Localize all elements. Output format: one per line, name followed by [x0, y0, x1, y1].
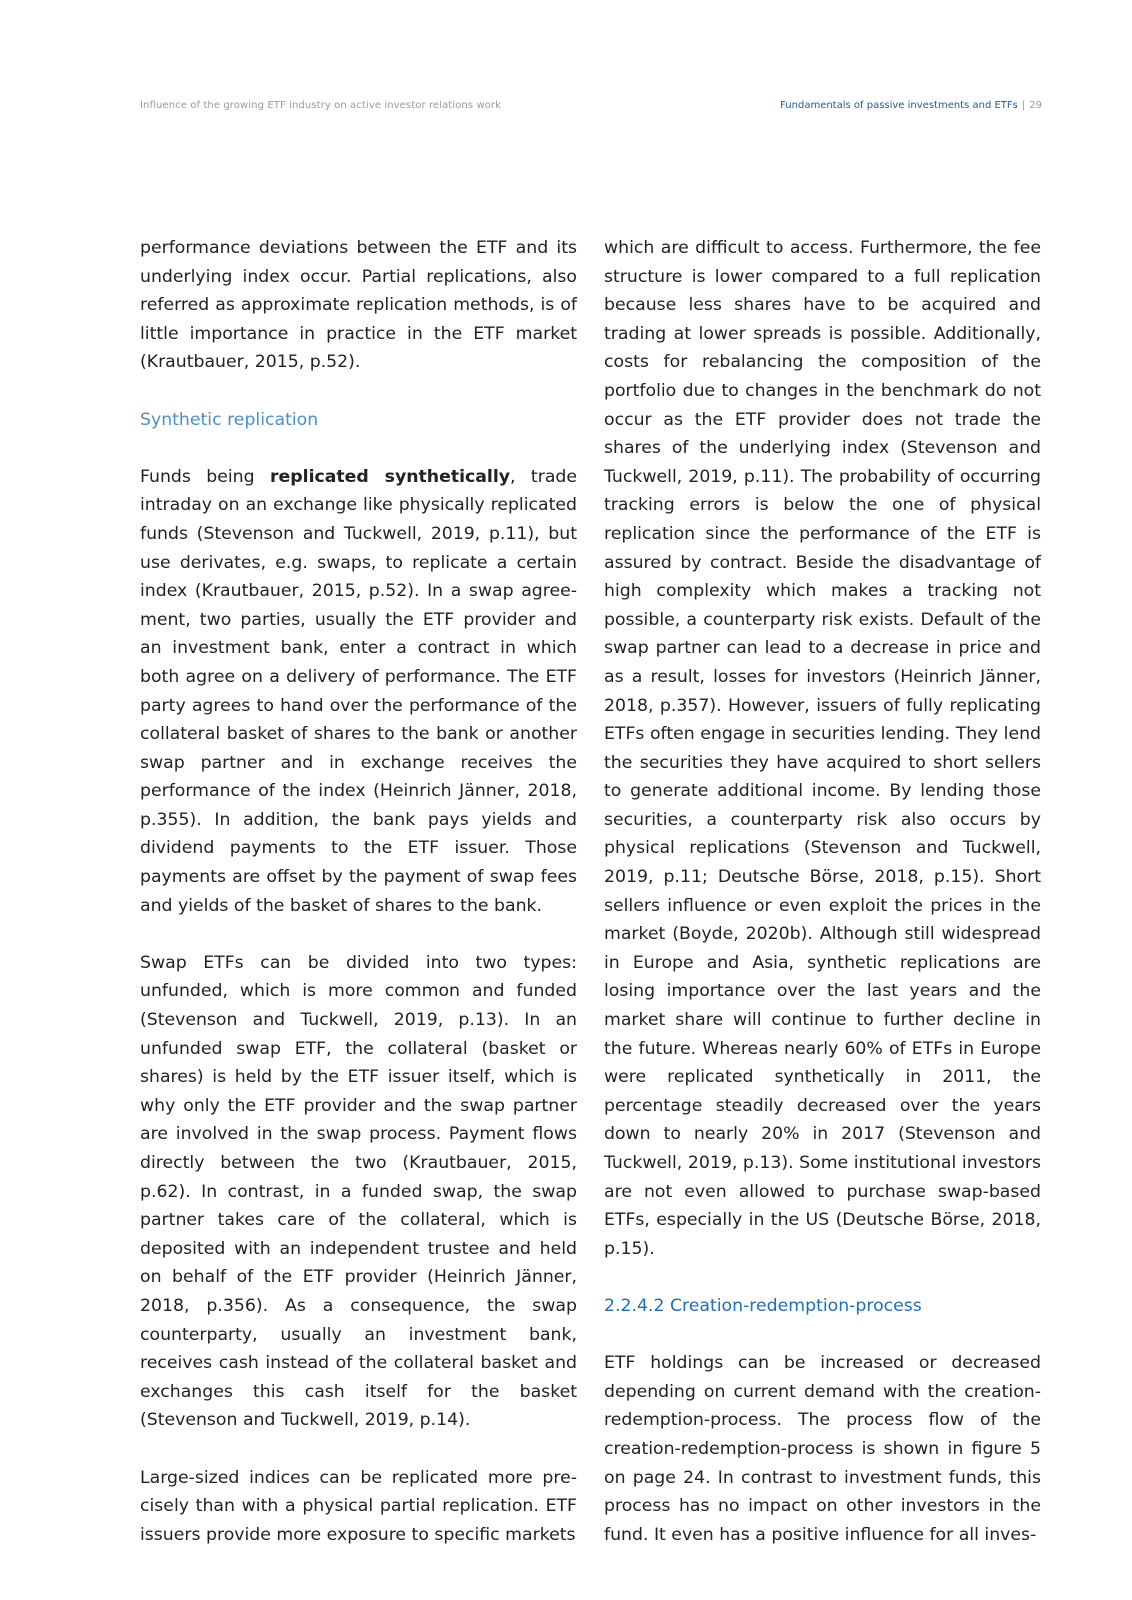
left-paragraph-4: Large-sized indices can be replicated more precisely than with a physical partial replication. ETF issuers provide more exposure to specific markets — [140, 1467, 577, 1545]
left-paragraph-2-start: Funds being — [140, 466, 271, 487]
left-paragraph-1: performance deviations between the ETF and its underlying index occur. Partial replications, also referred as approximate replication methods, is of little importance in practice in the ETF market (Krautbauer, 2015, p.52). — [140, 238, 577, 373]
section-heading-creation-redemption: 2.2.4.2 Creation-redemption-process — [604, 1295, 922, 1316]
left-paragraph-2-rest: , trade intraday on an exchange like physically replicated funds (Stevenson and Tuckwell, 2019, p.11), but use derivates, e.g. swaps, to replicate a certain index (Krautbauer, 2015, p.52). In a swap agreement, two parties, usually the ETF provider and an investment bank, enter a contract in which both agree on a delivery of performance. The ETF party agrees to hand over the performance of the collateral basket of shares to the bank or another swap partner and in exchange receives the performance of the index (Heinrich Jänner, 2018, p.355). In addition, the bank pays yields and dividend payments to the ETF issuer. Those payments are offset by the payment of swap fees and yields of the basket of shares to the bank. — [140, 466, 578, 916]
page-number: 29 — [1029, 100, 1042, 111]
subheading-synthetic-replication: Synthetic replication — [140, 409, 319, 430]
right-paragraph-1: which are difficult to access. Furthermore, the fee structure is lower compared to a full replication because less shares have to be acquired and trading at lower spreads is possible. Additionally, costs for rebalancing the composition of the portfolio due to changes in the benchmark do not occur as the ETF provider does not trade the shares of the underlying index (Stevenson and Tuckwell, 2019, p.11). The probability of occurring tracking errors is below the one of physical replication since the performance of the ETF is assured by contract. Beside the disadvantage of high complexity which makes a tracking not possible, a counterparty risk exists. Default of the swap partner can lead to a decrease in price and as a result, losses for investors (Heinrich Jänner, 2018, p.357). However, issuers of fully replicating ETFs often engage in securities lending. They lend the securities they have acquired to short sellers to generate additional income. By lending those securities, a counterparty risk also occurs by physical replications (Stevenson and Tuckwell, 2019, p.11; Deutsche Börse, 2018, p.15). Short sellers influence or even exploit the prices in the market (Boyde, 2020b). Although still widespread in Europe and Asia, synthetic replications are losing importance over the last years and the market share will continue to further decline in the future. Whereas nearly 60% of ETFs in Europe were replicated synthetically in 2011, the percentage steadily decreased over the years down to nearly 20% in 2017 (Stevenson and Tuckwell, 2019, p.13). Some institutional investors are not even allowed to purchase swap-based ETFs, especially in the US (Deutsche Börse, 2018, p.15). — [604, 238, 1041, 1259]
running-header-right — [780, 100, 1042, 111]
right-column — [604, 234, 1041, 1549]
right-paragraph-2: ETF holdings can be increased or decreased depending on current demand with the creation-redemption-process. The process flow of the creation-redemption-process is shown in figure 5 on page 24. In contrast to investment funds, this process has no impact on other investors in the fund. It even has a positive influence for all inves- — [604, 1353, 1041, 1545]
left-column — [140, 234, 577, 1549]
left-paragraph-2 — [140, 463, 577, 921]
header-separator: | — [1021, 100, 1026, 111]
running-header-chapter: Fundamentals of passive investments and ETFs — [780, 100, 1018, 111]
running-header-left: Influence of the growing ETF industry on active investor relations work — [140, 100, 502, 111]
bold-term: replicated synthetically — [270, 466, 511, 487]
left-paragraph-3: Swap ETFs can be divided into two types: unfunded, which is more common and funded (Stevenson and Tuckwell, 2019, p.13). In an unfunded swap ETF, the collateral (basket or shares) is held by the ETF issuer itself, which is why only the ETF provider and the swap partner are involved in the swap process. Payment flows directly between the two (Krautbauer, 2015, p.62). In contrast, in a funded swap, the swap partner takes care of the collateral, which is deposited with an independent trustee and held on behalf of the ETF provider (Heinrich Jänner, 2018, p.356). As a consequence, the swap counterparty, usually an investment bank, receives cash instead of the collateral basket and exchanges this cash itself for the basket (Stevenson and Tuckwell, 2019, p.14). — [140, 952, 577, 1431]
